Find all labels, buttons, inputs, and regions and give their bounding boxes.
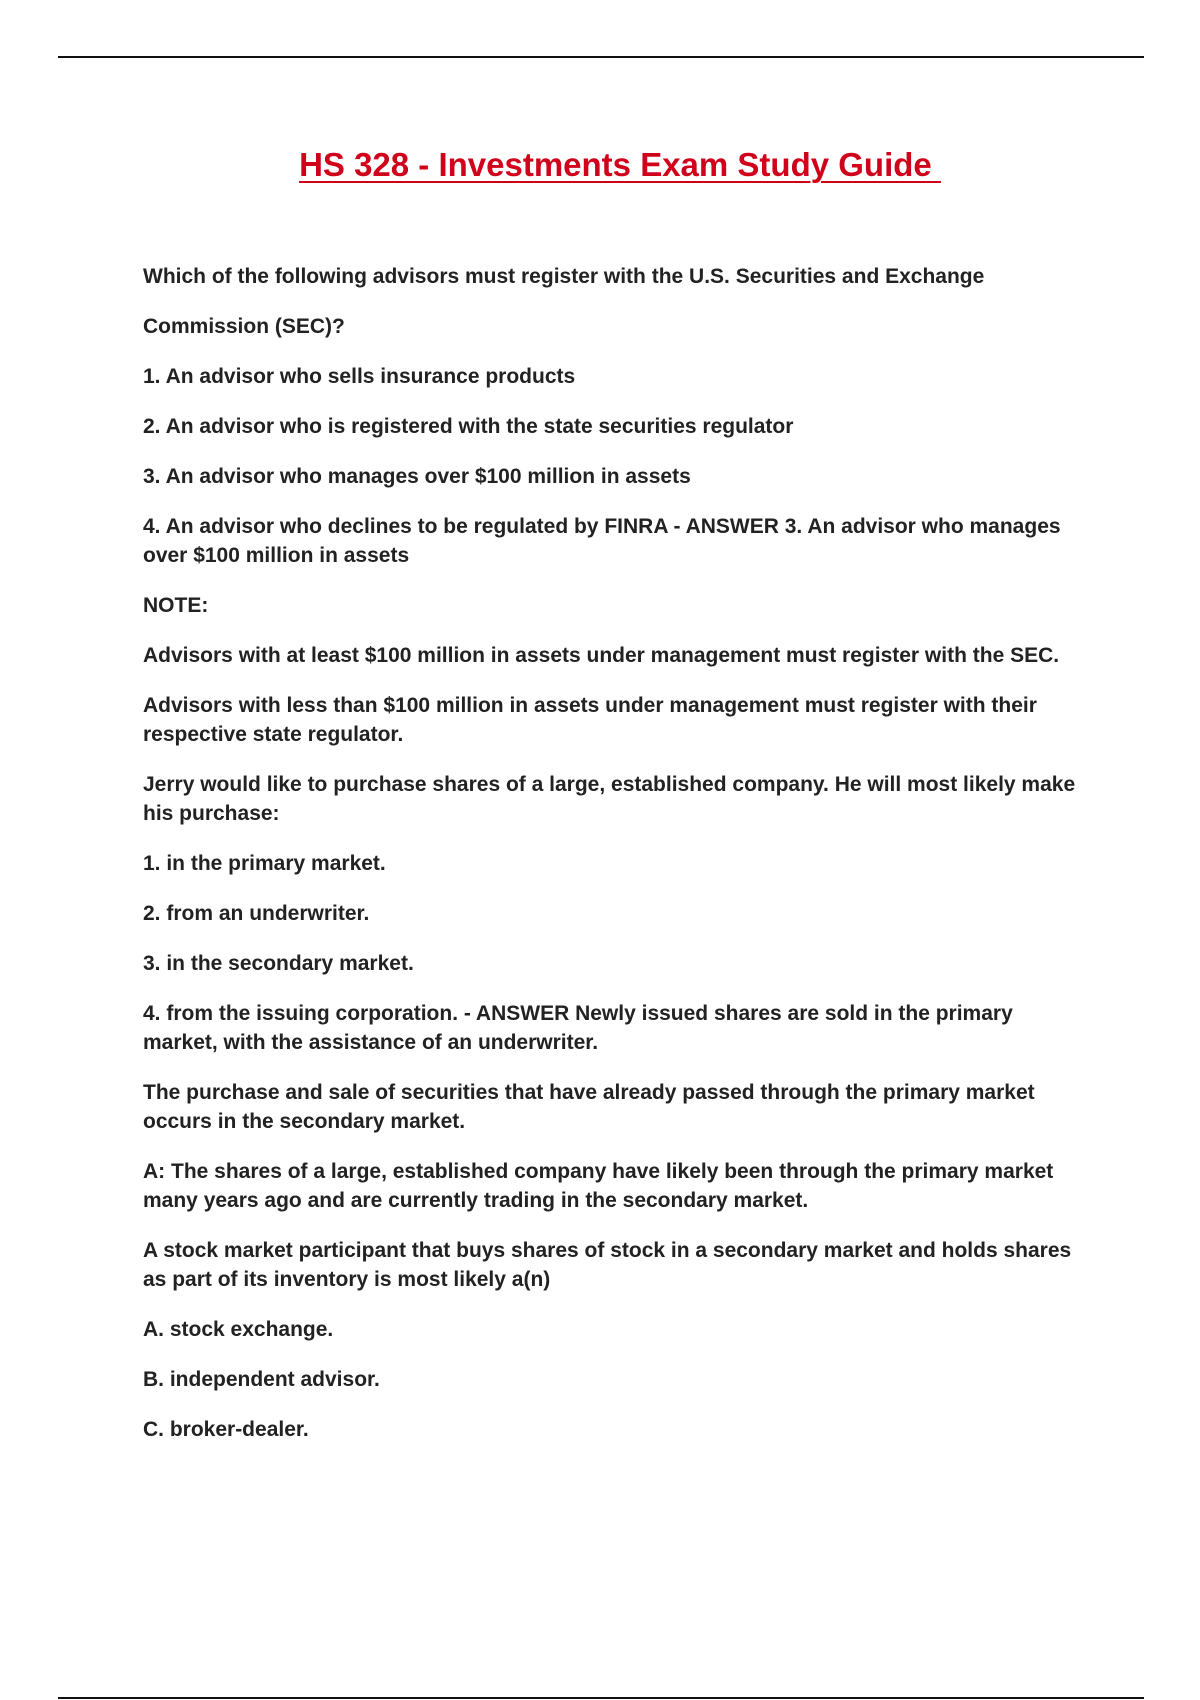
- bottom-rule: [58, 1697, 1144, 1699]
- paragraph: NOTE:: [143, 594, 209, 617]
- paragraph: 4. An advisor who declines to be regulated by FINRA - ANSWER 3. An advisor who manages over $100 million in assets: [143, 515, 1061, 567]
- document-body: [143, 262, 1088, 1465]
- paragraph: 3. in the secondary market.: [143, 952, 414, 975]
- paragraph: Advisors with less than $100 million in assets under management must register with their respective state regulator.: [143, 694, 1037, 746]
- paragraph: Advisors with at least $100 million in assets under management must register with the SEC.: [143, 644, 1060, 667]
- top-rule: [58, 56, 1144, 58]
- paragraph: A stock market participant that buys shares of stock in a secondary market and holds shares as part of its inventory is most likely a(n): [143, 1239, 1072, 1291]
- paragraph: A: The shares of a large, established company have likely been through the primary market many years ago and are currently trading in the secondary market.: [143, 1160, 1054, 1212]
- paragraph: 1. An advisor who sells insurance products: [143, 365, 576, 388]
- paragraph: 1. in the primary market.: [143, 852, 386, 875]
- paragraph: Commission (SEC)?: [143, 315, 345, 338]
- paragraph: 4. from the issuing corporation. - ANSWER Newly issued shares are sold in the primary market, with the assistance of an underwriter.: [143, 1002, 1013, 1054]
- paragraph: A. stock exchange.: [143, 1318, 334, 1341]
- paragraph: 2. An advisor who is registered with the state securities regulator: [143, 415, 794, 438]
- paragraph: 3. An advisor who manages over $100 million in assets: [143, 465, 691, 488]
- page-title: HS 328 - Investments Exam Study Guide: [299, 146, 941, 183]
- paragraph: C. broker-dealer.: [143, 1418, 309, 1441]
- paragraph: The purchase and sale of securities that have already passed through the primary market occurs in the secondary market.: [143, 1081, 1035, 1133]
- paragraph: B. independent advisor.: [143, 1368, 380, 1391]
- paragraph: Which of the following advisors must register with the U.S. Securities and Exchange: [143, 265, 985, 288]
- paragraph: 2. from an underwriter.: [143, 902, 370, 925]
- paragraph: Jerry would like to purchase shares of a large, established company. He will most likely make his purchase:: [143, 773, 1076, 825]
